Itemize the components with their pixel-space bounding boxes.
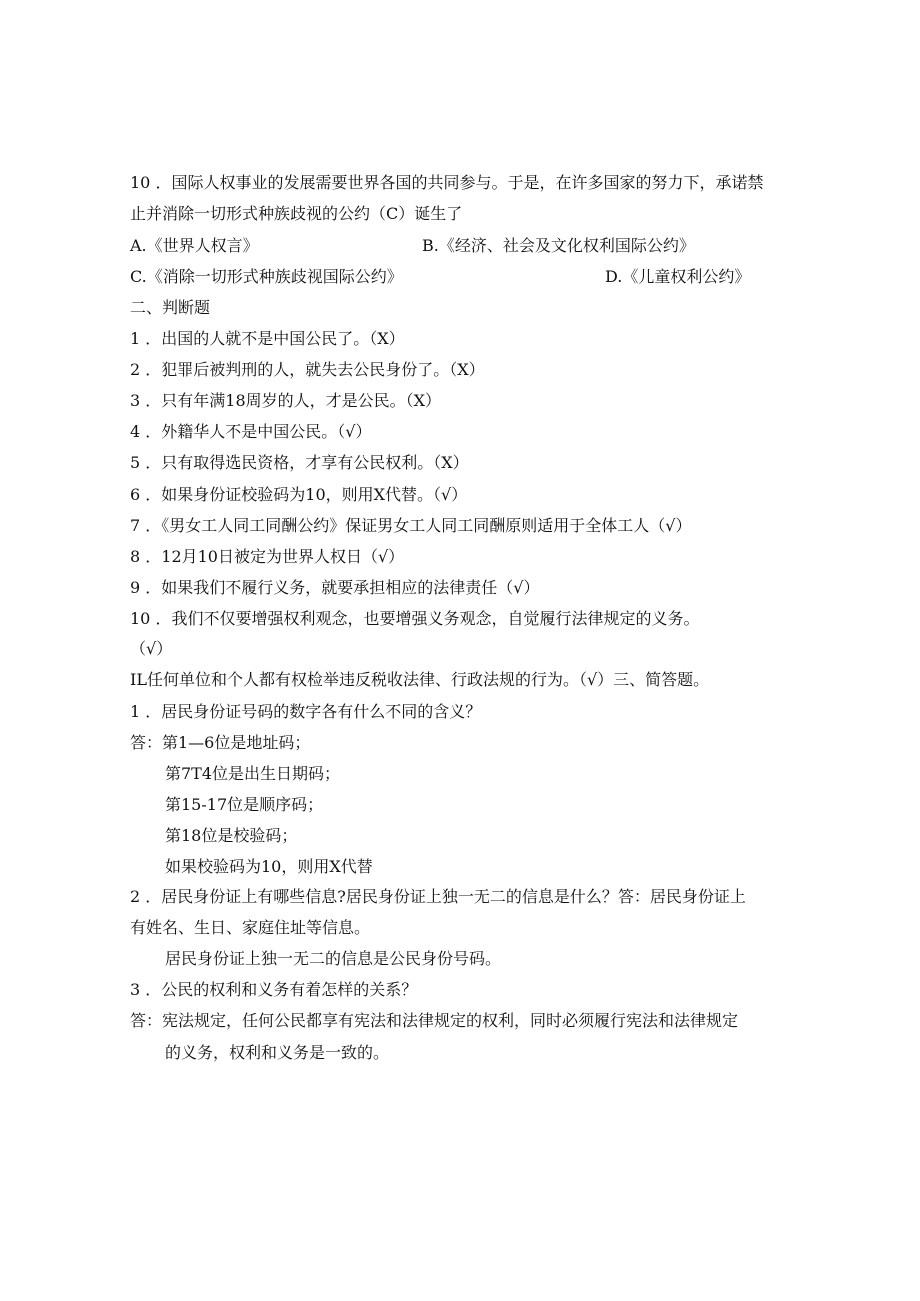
answer-1-line: 第15-17位是顺序码； [165, 795, 324, 814]
judgment-item: 7 ．《男女工人同工同酬公约》保证男女工人同工同酬原则适用于全体工人（√） [130, 516, 692, 535]
short-question-3: 3 ．公民的权利和义务有着怎样的关系？ [130, 980, 418, 999]
options-row-cd [130, 266, 751, 288]
option-c: C.《消除一切形式种族歧视国际公约》 [130, 267, 403, 286]
option-b: B.《经济、社会及文化权利国际公约》 [422, 236, 695, 255]
answer-1-line: 第18位是校验码； [165, 826, 298, 845]
question-10-line-1: 10 ．国际人权事业的发展需要世界各国的共同参与。于是，在许多国家的努力下，承诺禁 [130, 173, 764, 192]
judgment-item: 5 ．只有取得选民资格，才享有公民权利。（X） [130, 453, 469, 472]
option-a: A.《世界人权言》 [130, 236, 259, 255]
answer-1-line: 如果校验码为10，则用X代替 [165, 857, 373, 876]
judgment-item: 1 ．出国的人就不是中国公民了。（X） [130, 329, 405, 348]
judgment-item-continuation: （√） [130, 639, 173, 658]
judgment-item: 6 ．如果身份证校验码为10，则用X代替。（√） [130, 485, 468, 504]
answer-3-line-1: 答：宪法规定，任何公民都享有宪法和法律规定的权利，同时必须履行宪法和法律规定 [130, 1011, 739, 1030]
judgment-item: 4 ．外籍华人不是中国公民。（√） [130, 422, 372, 441]
answer-1-line: 第7T4位是出生日期码； [165, 764, 341, 783]
answer-1-line-1: 答：第1—6位是地址码； [130, 733, 311, 752]
short-question-1: 1 ．居民身份证号码的数字各有什么不同的含义？ [130, 702, 482, 721]
judgment-item: 9 ．如果我们不履行义务，就要承担相应的法律责任（√） [130, 578, 540, 597]
judgment-item: 10 ．我们不仅要增强权利观念，也要增强义务观念，自觉履行法律规定的义务。 [130, 609, 700, 628]
section-title-judgment: 二、判断题 [130, 298, 211, 317]
judgment-item: 8 ．12月10日被定为世界人权日（√） [130, 547, 405, 566]
judgment-item: 2 ．犯罪后被判刑的人，就失去公民身份了。（X） [130, 360, 485, 379]
short-question-2-line-1: 2 ．居民身份证上有哪些信息?居民身份证上独一无二的信息是什么？答：居民身份证上 [130, 887, 746, 906]
short-question-2-line-2: 有姓名、生日、家庭住址等信息。 [130, 918, 371, 937]
answer-3-line-2: 的义务，权利和义务是一致的。 [165, 1043, 390, 1062]
question-10-line-2: 止并消除一切形式种族歧视的公约（C）诞生了 [130, 204, 463, 223]
judgment-item: IL任何单位和个人都有权检举违反税收法律、行政法规的行为。（√）三、简答题。 [130, 670, 710, 689]
options-row-ab [130, 235, 695, 257]
answer-2-line: 居民身份证上独一无二的信息是公民身份号码。 [165, 949, 502, 968]
option-d: D.《儿童权利公约》 [605, 267, 751, 286]
judgment-item: 3 ．只有年满18周岁的人，才是公民。（X） [130, 391, 442, 410]
